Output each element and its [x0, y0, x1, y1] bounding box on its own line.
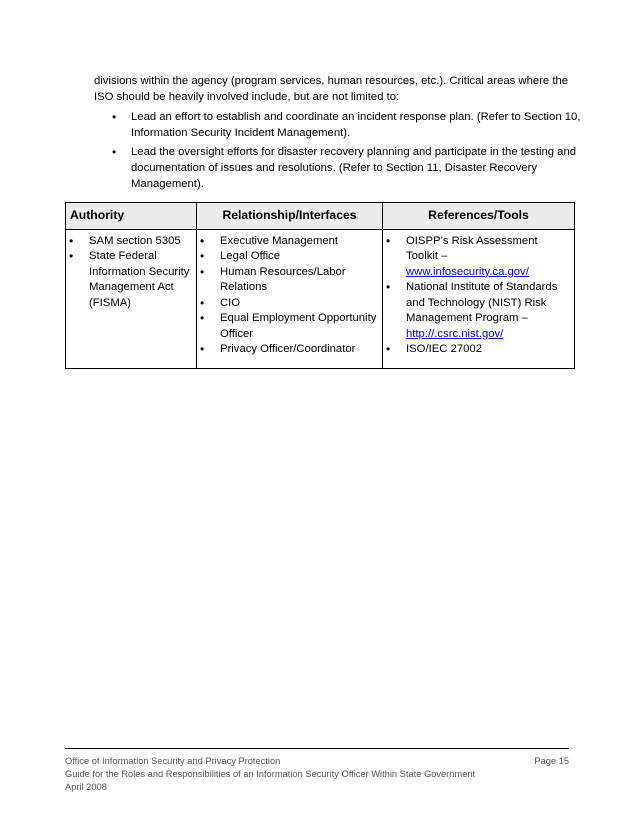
relationship-cell — [197, 229, 383, 368]
header-authority: Authority — [66, 203, 197, 230]
nist-program-text: National Institute of Standards and Technology (NIST) Risk Management Program – — [406, 281, 558, 324]
nist-link[interactable]: http://.csrc.nist.gov/ — [406, 327, 504, 340]
footer-date: April 2008 — [65, 782, 107, 792]
footer-office-name: Office of Information Security and Privacy Protection — [65, 756, 281, 766]
bullet-disaster-recovery: • Lead the oversight efforts for disaster recovery planning and participate in the testing and documentation of issues and resolutions. (Refer to Section 11, Disaster Recovery Management). — [112, 144, 582, 192]
header-references-tools: References/Tools — [383, 203, 575, 230]
oispp-toolkit-text: OISPP’s Risk Assessment Toolkit – — [406, 234, 538, 262]
relationship-item: • CIO — [200, 296, 379, 312]
authority-cell — [66, 229, 197, 368]
infosecurity-link[interactable]: www.infosecurity.ca.gov/ — [406, 265, 529, 278]
header-relationship-interfaces: Relationship/Interfaces — [197, 203, 383, 230]
relationship-item: • Legal Office — [200, 249, 379, 265]
authority-item: • State Federal Information Security Management Act (FISMA) — [69, 249, 193, 311]
bullet-incident-response: • Lead an effort to establish and coordinate an incident response plan. (Refer to Section 10, Information Security Incident Management). — [112, 109, 582, 141]
reference-item-oispp — [386, 234, 571, 281]
intro-paragraph: divisions within the agency (program services, human resources, etc.). Critical areas where the ISO should be heavily involved include, but are not limited to: — [94, 75, 569, 103]
page-footer — [65, 755, 569, 794]
reference-item-nist — [386, 280, 571, 342]
iso-responsibilities-list — [112, 109, 582, 195]
relationship-item: • Executive Management — [200, 234, 379, 250]
relationship-item: • Human Resources/Labor Relations — [200, 265, 379, 296]
footer-divider — [65, 748, 569, 749]
authority-item: • SAM section 5305 — [69, 234, 193, 250]
footer-document-title: Guide for the Roles and Responsibilities of an Information Security Officer Within State Government — [65, 769, 476, 779]
references-cell — [383, 229, 575, 368]
page-number: Page 15 — [534, 756, 569, 766]
table-row — [66, 229, 575, 368]
relationship-item: • Privacy Officer/Coordinator — [200, 342, 379, 358]
table-header-row — [66, 203, 575, 230]
authority-relationship-references-table — [65, 202, 575, 369]
relationship-item: • Equal Employment Opportunity Officer — [200, 311, 379, 342]
reference-item-iso: • ISO/IEC 27002 — [386, 342, 571, 358]
